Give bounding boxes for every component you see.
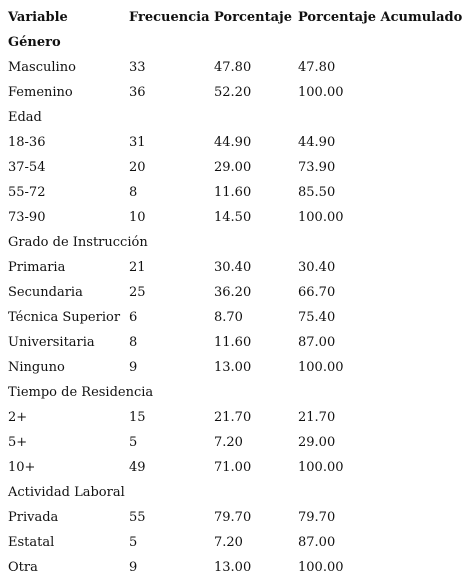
table-row [6, 505, 461, 530]
cell-frecuencia: 10 [129, 210, 146, 225]
cell-frecuencia: 5 [129, 435, 138, 450]
cell-porcentaje: 21.70 [214, 410, 252, 425]
cell-porcentaje-acumulado: 87.00 [298, 535, 336, 550]
cell-porcentaje-acumulado: 75.40 [298, 310, 336, 325]
group-row [6, 230, 461, 255]
table-row [6, 255, 461, 280]
group-label: Tiempo de Residencia [8, 385, 154, 400]
cell-porcentaje-acumulado: 100.00 [298, 360, 344, 375]
cell-frecuencia: 8 [129, 335, 138, 350]
cell-variable: 18-36 [8, 135, 46, 150]
cell-frecuencia: 33 [129, 60, 146, 75]
cell-porcentaje: 36.20 [214, 285, 252, 300]
cell-porcentaje-acumulado: 100.00 [298, 560, 344, 575]
cell-porcentaje: 14.50 [214, 210, 252, 225]
table-row [6, 455, 461, 480]
table-row [6, 80, 461, 105]
group-row [6, 105, 461, 130]
cell-variable: 73-90 [8, 210, 46, 225]
cell-porcentaje: 30.40 [214, 260, 252, 275]
cell-porcentaje: 71.00 [214, 460, 252, 475]
cell-porcentaje-acumulado: 100.00 [298, 85, 344, 100]
cell-frecuencia: 49 [129, 460, 146, 475]
table-row [6, 555, 461, 580]
cell-frecuencia: 9 [129, 360, 138, 375]
cell-porcentaje-acumulado: 100.00 [298, 210, 344, 225]
table-row [6, 530, 461, 555]
cell-porcentaje-acumulado: 85.50 [298, 185, 336, 200]
cell-variable: Ninguno [8, 360, 65, 375]
cell-porcentaje: 52.20 [214, 85, 252, 100]
table-row [6, 155, 461, 180]
cell-porcentaje-acumulado: 100.00 [298, 460, 344, 475]
cell-frecuencia: 20 [129, 160, 146, 175]
cell-frecuencia: 5 [129, 535, 138, 550]
table-row [6, 305, 461, 330]
cell-porcentaje: 29.00 [214, 160, 252, 175]
cell-variable: Privada [8, 510, 59, 525]
cell-porcentaje-acumulado: 47.80 [298, 60, 336, 75]
table-row [6, 55, 461, 80]
cell-variable: Otra [8, 560, 38, 575]
cell-frecuencia: 8 [129, 185, 138, 200]
cell-variable: Estatal [8, 535, 55, 550]
cell-porcentaje: 8.70 [214, 310, 243, 325]
cell-frecuencia: 6 [129, 310, 138, 325]
cell-porcentaje: 44.90 [214, 135, 252, 150]
cell-porcentaje: 7.20 [214, 435, 243, 450]
group-label: Género [8, 35, 61, 50]
table-row [6, 330, 461, 355]
cell-porcentaje: 13.00 [214, 360, 252, 375]
group-label: Edad [8, 110, 42, 125]
cell-variable: Técnica Superior [8, 310, 121, 325]
cell-variable: Universitaria [8, 335, 95, 350]
cell-porcentaje: 11.60 [214, 185, 252, 200]
group-row [6, 30, 461, 55]
header-porcentaje-acumulado: Porcentaje Acumulado [298, 10, 463, 25]
table-row [6, 355, 461, 380]
cell-porcentaje-acumulado: 21.70 [298, 410, 336, 425]
cell-porcentaje-acumulado: 73.90 [298, 160, 336, 175]
cell-variable: 2+ [8, 410, 28, 425]
cell-variable: 37-54 [8, 160, 46, 175]
group-label: Grado de Instrucción [8, 235, 148, 250]
header-variable: Variable [8, 10, 68, 25]
cell-frecuencia: 25 [129, 285, 146, 300]
cell-frecuencia: 31 [129, 135, 146, 150]
table-row [6, 180, 461, 205]
cell-frecuencia: 36 [129, 85, 146, 100]
cell-variable: Secundaria [8, 285, 83, 300]
cell-porcentaje-acumulado: 79.70 [298, 510, 336, 525]
cell-frecuencia: 21 [129, 260, 146, 275]
cell-porcentaje-acumulado: 44.90 [298, 135, 336, 150]
cell-frecuencia: 15 [129, 410, 146, 425]
header-frecuencia: Frecuencia [129, 10, 210, 25]
table-row [6, 430, 461, 455]
cell-porcentaje-acumulado: 30.40 [298, 260, 336, 275]
cell-variable: Masculino [8, 60, 76, 75]
table-row [6, 405, 461, 430]
cell-variable: Femenino [8, 85, 73, 100]
cell-porcentaje: 7.20 [214, 535, 243, 550]
table-row [6, 280, 461, 305]
table-header-row [6, 5, 461, 30]
table-row [6, 205, 461, 230]
cell-porcentaje-acumulado: 66.70 [298, 285, 336, 300]
table-row [6, 130, 461, 155]
cell-variable: Primaria [8, 260, 66, 275]
cell-porcentaje-acumulado: 29.00 [298, 435, 336, 450]
cell-porcentaje: 79.70 [214, 510, 252, 525]
cell-variable: 55-72 [8, 185, 46, 200]
table-body [6, 30, 461, 580]
header-porcentaje: Porcentaje [214, 10, 292, 25]
cell-porcentaje: 47.80 [214, 60, 252, 75]
cell-porcentaje: 11.60 [214, 335, 252, 350]
cell-variable: 10+ [8, 460, 36, 475]
group-label: Actividad Laboral [8, 485, 125, 500]
cell-frecuencia: 55 [129, 510, 146, 525]
cell-porcentaje-acumulado: 87.00 [298, 335, 336, 350]
frequency-table [6, 5, 461, 580]
cell-porcentaje: 13.00 [214, 560, 252, 575]
cell-variable: 5+ [8, 435, 28, 450]
group-row [6, 480, 461, 505]
cell-frecuencia: 9 [129, 560, 138, 575]
group-row [6, 380, 461, 405]
